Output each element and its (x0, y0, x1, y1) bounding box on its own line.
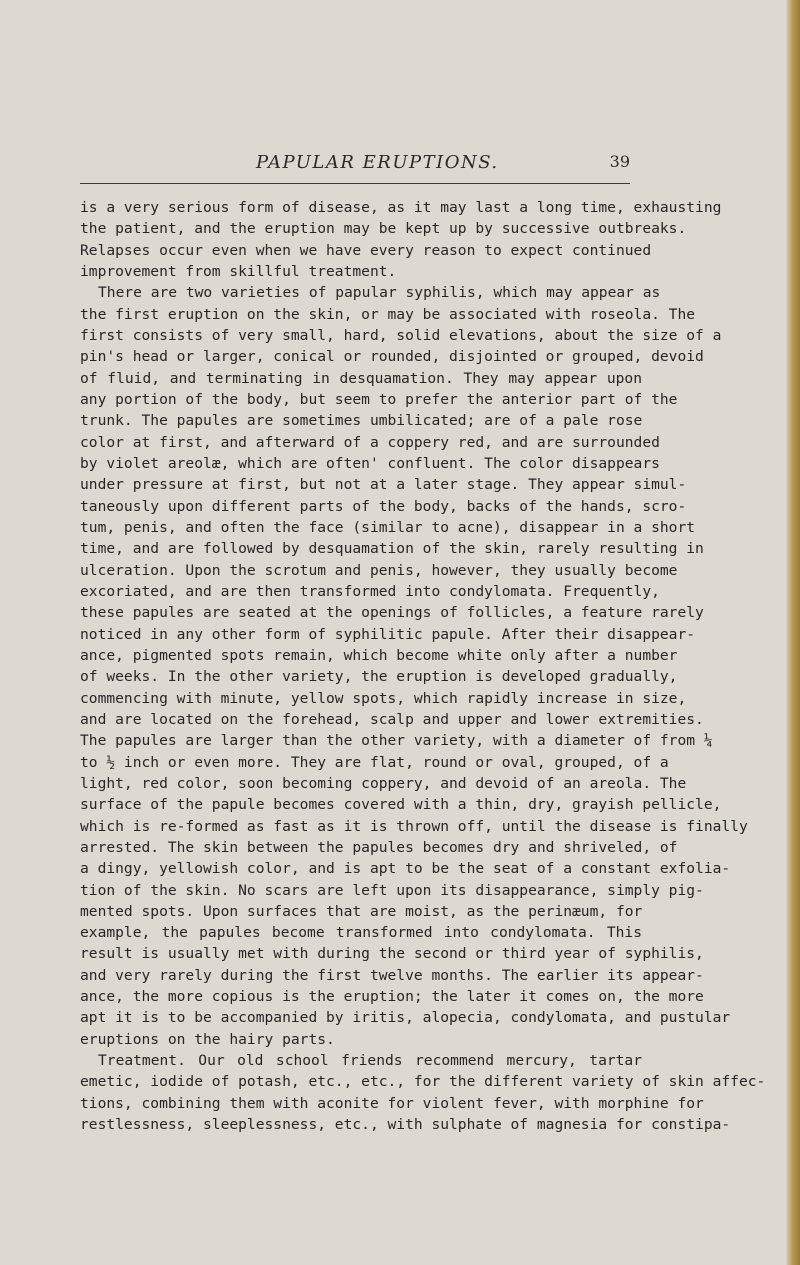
text-line: taneously upon different parts of the body, backs of the hands, scro- (80, 497, 687, 515)
header-rule (80, 183, 630, 184)
text-line: is a very serious form of disease, as it may last a long time, exhausting (80, 199, 722, 216)
text-line: example, the papules become transformed into condylomata. This (80, 924, 642, 942)
text-line: a dingy, yellowish color, and is apt to be the seat of a constant exfolia- (80, 860, 731, 878)
text-line: tum, penis, and often the face (similar to acne), disappear in a short (80, 518, 696, 536)
text-line: Treatment. Our old school friends recommend mercury, tartar (98, 1052, 642, 1070)
text-line: restlessness, sleeplessness, etc., with sulphate of magnesia for constipa- (80, 1116, 731, 1134)
text-line: commencing with minute, yellow spots, which rapidly increase in size, (80, 689, 687, 707)
text-line: tion of the skin. No scars are left upon its disappearance, simply pig- (80, 881, 704, 899)
text-line: trunk. The papules are sometimes umbilicated; are of a pale rose (80, 412, 643, 430)
text-line: to ½ inch or even more. They are flat, round or oval, grouped, of a (80, 753, 669, 771)
text-line: mented spots. Upon surfaces that are moist, as the perinæum, for (80, 902, 643, 920)
page-edge (786, 0, 800, 1265)
text-line: and very rarely during the first twelve months. The earlier its appear- (80, 966, 704, 984)
text-line: light, red color, soon becoming coppery, and devoid of an areola. The (80, 774, 687, 792)
text-line: noticed in any other form of syphilitic papule. After their disappear- (80, 625, 696, 643)
text-line: apt it is to be accompanied by iritis, alopecia, condylomata, and pustular (80, 1009, 731, 1027)
text-line: tions, combining them with aconite for violent fever, with morphine for (80, 1094, 704, 1112)
text-line: The papules are larger than the other variety, with a diameter of from ¼ (80, 732, 713, 750)
text-line: improvement from skillful treatment. (80, 262, 397, 280)
text-line: emetic, iodide of potash, etc., etc., for the different variety of skin affec- (80, 1073, 766, 1091)
text-line: first consists of very small, hard, solid elevations, about the size of a (80, 326, 722, 344)
body-text (80, 197, 766, 1135)
text-line: by violet areolæ, which are often' confluent. The color disappears (80, 454, 660, 472)
page-header (80, 152, 630, 182)
text-line: pin's head or larger, conical or rounded, disjointed or grouped, devoid (80, 348, 704, 366)
text-line: of fluid, and terminating in desquamation. They may appear upon (80, 369, 642, 387)
text-line: time, and are followed by desquamation of the skin, rarely resulting in (80, 540, 704, 558)
text-line: and are located on the forehead, scalp and upper and lower extremities. (80, 710, 704, 728)
text-line: excoriated, and are then transformed into condylomata. Frequently, (80, 582, 660, 600)
running-title: PAPULAR ERUPTIONS. (256, 152, 499, 173)
text-line: Relapses occur even when we have every reason to expect continued (80, 241, 652, 259)
text-line: color at first, and afterward of a coppery red, and are surrounded (80, 433, 660, 451)
page-number: 39 (609, 152, 630, 171)
text-line: ulceration. Upon the scrotum and penis, however, they usually become (80, 561, 678, 579)
text-line: which is re-formed as fast as it is thrown off, until the disease is finally (80, 817, 748, 835)
text-line: There are two varieties of papular syphilis, which may appear as (98, 284, 661, 302)
text-line: ance, the more copious is the eruption; the later it comes on, the more (80, 988, 704, 1006)
text-line: arrested. The skin between the papules becomes dry and shriveled, of (80, 838, 678, 856)
text-line: surface of the papule becomes covered with a thin, dry, grayish pellicle, (80, 796, 722, 814)
text-line: the patient, and the eruption may be kept up by successive outbreaks. (80, 220, 687, 238)
text-line: under pressure at first, but not at a later stage. They appear simul- (80, 476, 687, 494)
text-line: of weeks. In the other variety, the eruption is developed gradually, (80, 668, 678, 686)
text-line: the first eruption on the skin, or may be associated with roseola. The (80, 305, 696, 323)
text-line: these papules are seated at the openings of follicles, a feature rarely (80, 604, 704, 622)
text-line: eruptions on the hairy parts. (80, 1030, 335, 1048)
text-line: ance, pigmented spots remain, which become white only after a number (80, 646, 678, 664)
text-line: any portion of the body, but seem to prefer the anterior part of the (80, 390, 678, 408)
text-line: result is usually met with during the second or third year of syphilis, (80, 945, 704, 963)
